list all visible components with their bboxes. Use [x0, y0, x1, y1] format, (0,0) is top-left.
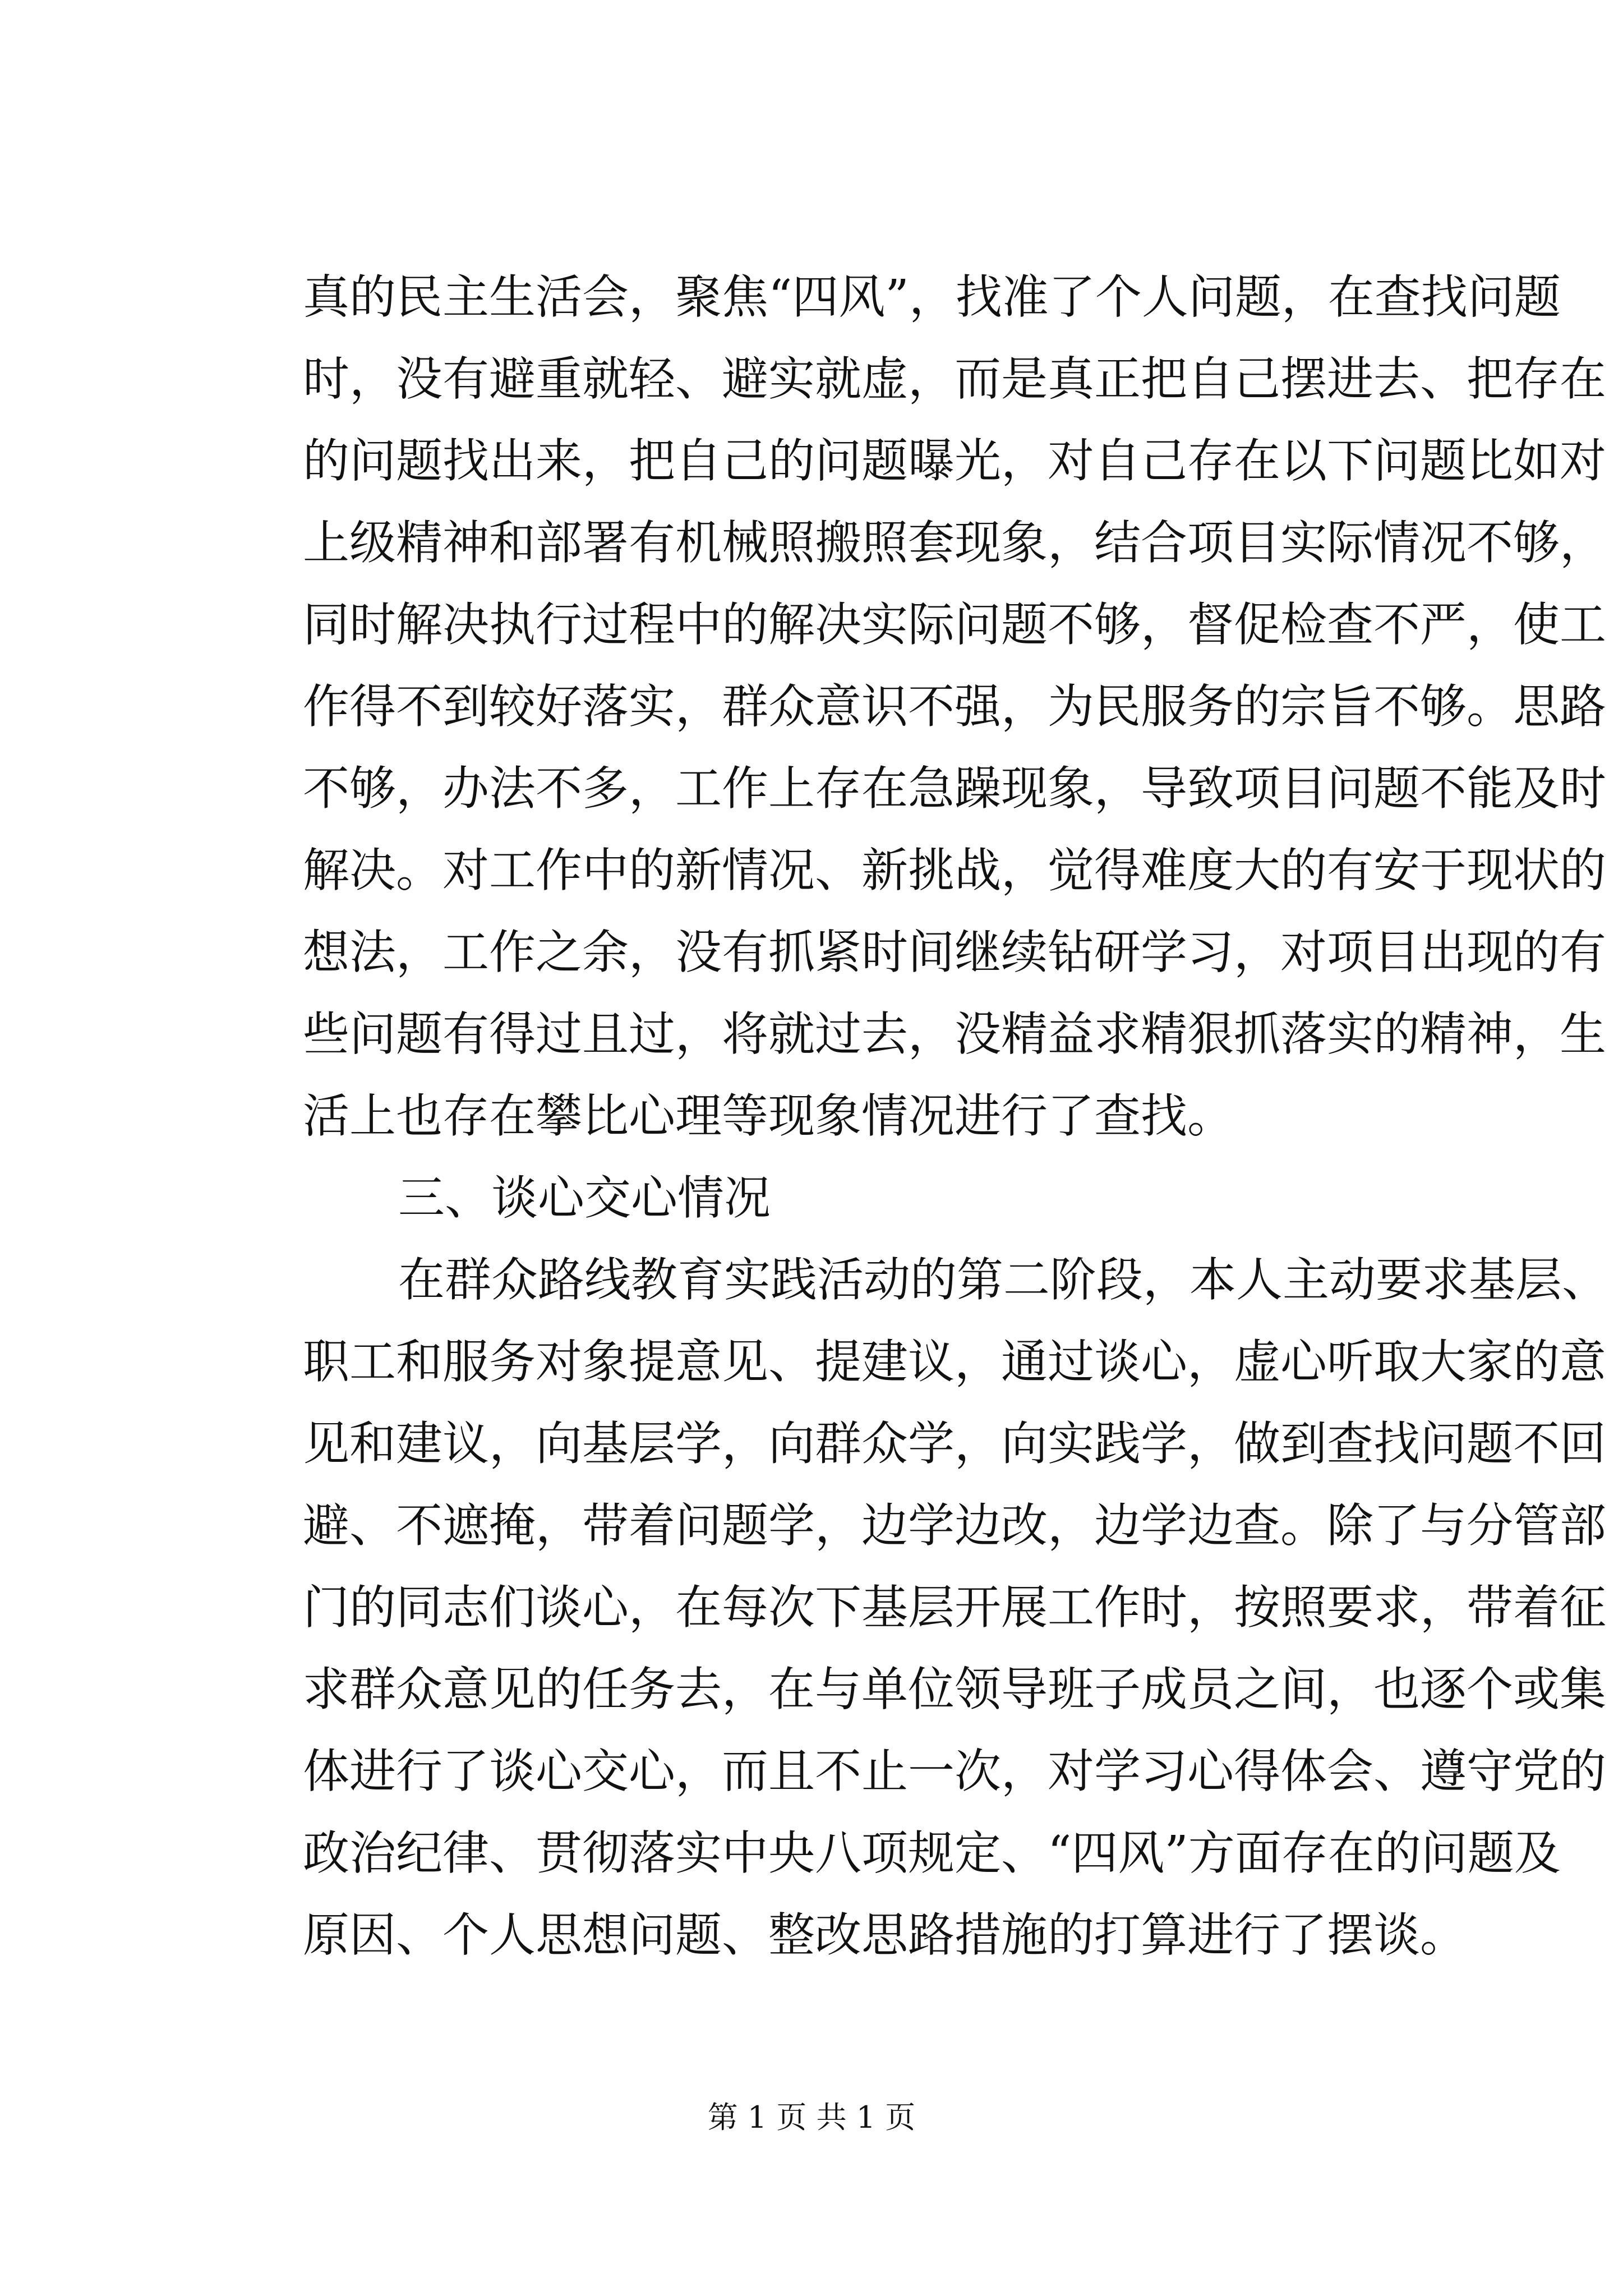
paragraph-line: 活上也存在攀比心理等现象情况进行了查找。: [303, 1089, 1234, 1143]
paragraph-line: 求群众意见的任务去，在与单位领导班子成员之间，也逐个或集: [303, 1662, 1606, 1717]
paragraph-line: 在群众路线教育实践活动的第二阶段，本人主动要求基层、: [398, 1253, 1608, 1307]
paragraph-line: 门的同志们谈心，在每次下基层开展工作时，按照要求，带着征: [303, 1580, 1606, 1635]
paragraph-line: 同时解决执行过程中的解决实际问题不够，督促检查不严，使工: [303, 597, 1606, 652]
paragraph-line: 政治纪律、贯彻落实中央八项规定、“四风”方面存在的问题及: [303, 1826, 1561, 1880]
paragraph-line: 时，没有避重就轻、避实就虚，而是真正把自己摆进去、把存在: [303, 352, 1606, 406]
paragraph-line: 职工和服务对象提意见、提建议，通过谈心，虚心听取大家的意: [303, 1335, 1606, 1389]
paragraph-line: 真的民主生活会，聚焦“四风”，找准了个人问题，在查找问题: [303, 270, 1561, 324]
paragraph-line: 原因、个人思想问题、整改思路措施的打算进行了摆谈。: [303, 1908, 1467, 1962]
paragraph-line: 些问题有得过且过，将就过去，没精益求精狠抓落实的精神，生: [303, 1007, 1606, 1061]
paragraph-line: 的问题找出来，把自己的问题曝光，对自己存在以下问题比如对: [303, 434, 1606, 488]
paragraph-line: 见和建议，向基层学，向群众学，向实践学，做到查找问题不回: [303, 1416, 1606, 1471]
section-heading: 三、谈心交心情况: [398, 1171, 771, 1225]
paragraph-line: 不够，办法不多，工作上存在急躁现象，导致项目问题不能及时: [303, 761, 1606, 816]
paragraph-line: 避、不遮掩，带着问题学，边学边改，边学边查。除了与分管部: [303, 1498, 1606, 1553]
paragraph-line: 体进行了谈心交心，而且不止一次，对学习心得体会、遵守党的: [303, 1744, 1606, 1798]
paragraph-line: 想法，工作之余，没有抓紧时间继续钻研学习，对项目出现的有: [303, 925, 1606, 979]
paragraph-line: 解决。对工作中的新情况、新挑战，觉得难度大的有安于现状的: [303, 843, 1606, 898]
paragraph-line: 上级精神和部署有机械照搬照套现象，结合项目实际情况不够，: [303, 516, 1606, 570]
page-number-footer: 第 1 页 共 1 页: [707, 2100, 916, 2135]
paragraph-line: 作得不到较好落实，群众意识不强，为民服务的宗旨不够。思路: [303, 679, 1606, 734]
